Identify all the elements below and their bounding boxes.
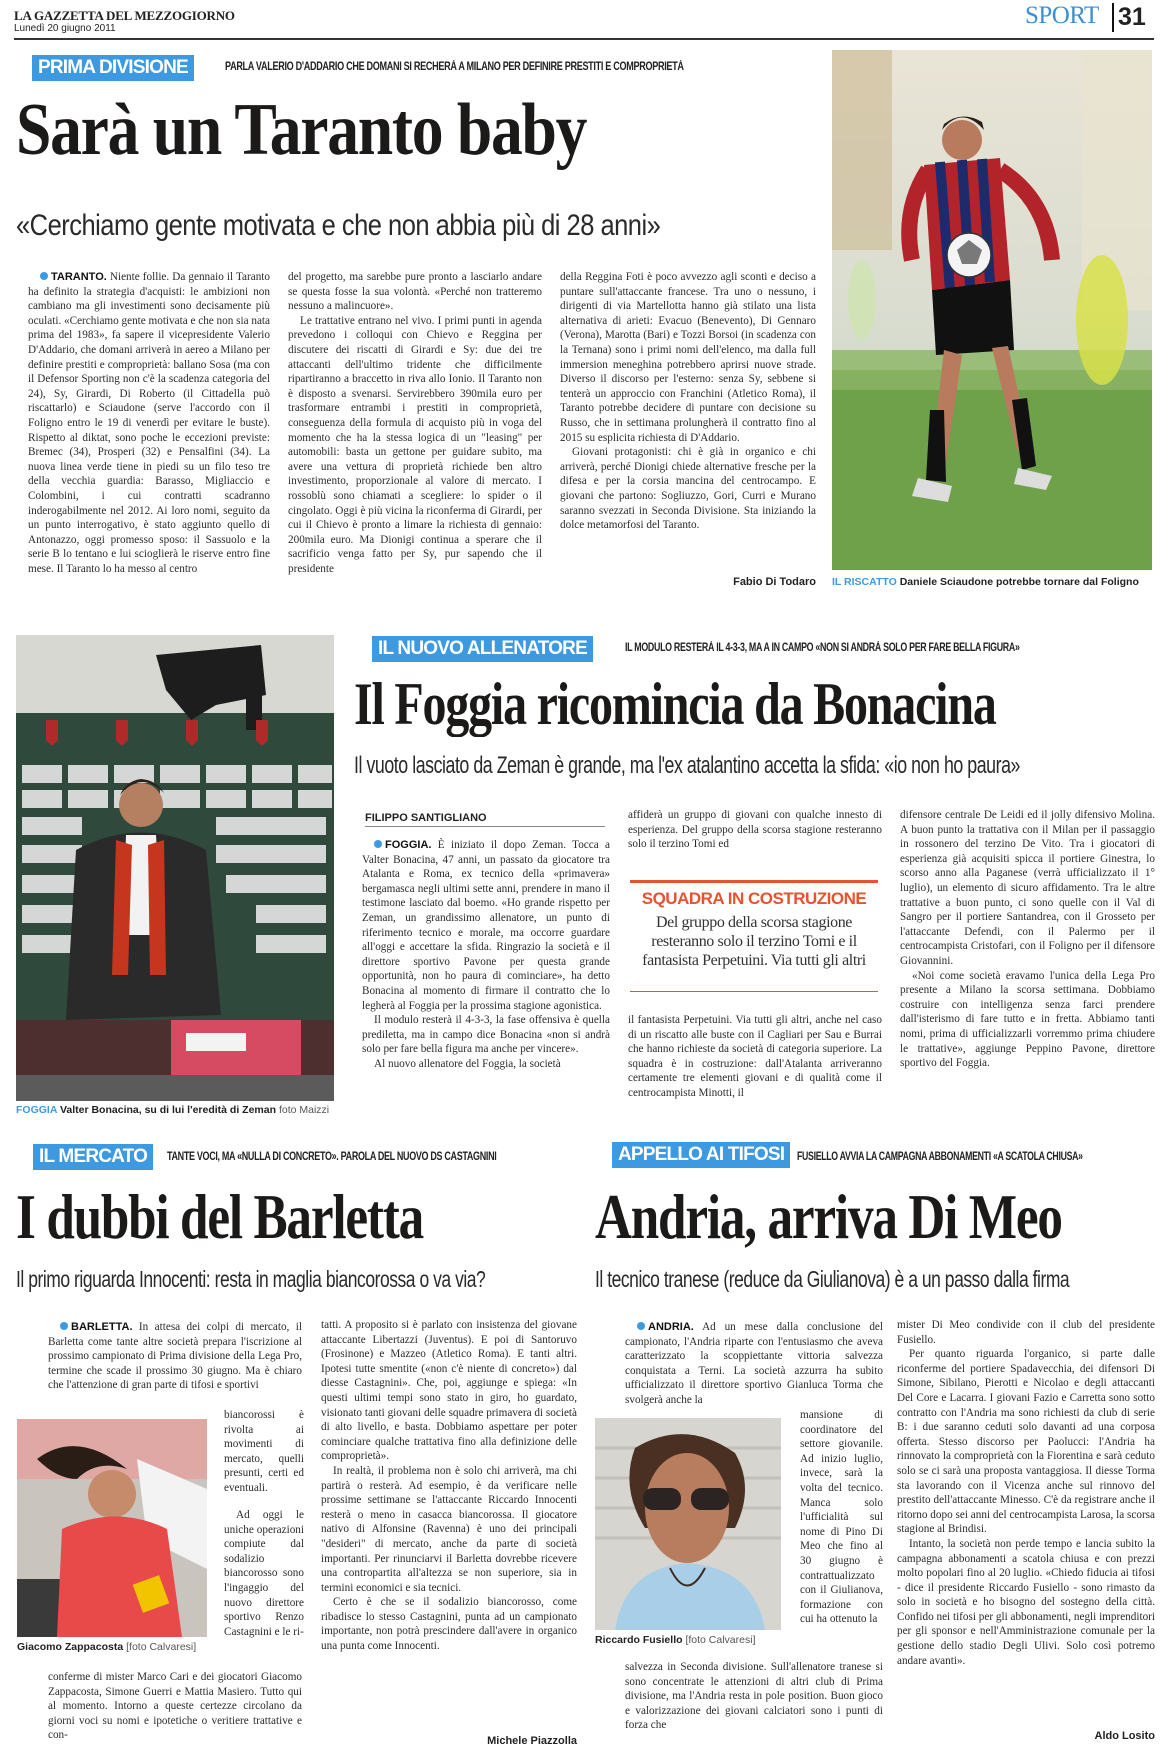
caption-tag: IL RISCATTO bbox=[832, 576, 897, 588]
caption-text: Riccardo Fusiello bbox=[595, 1634, 683, 1646]
pull-quote-text: Del gruppo della scorsa stagione resteranno solo il terzino Tomi e il fantasista Perpetuini. Via tutti gli altri bbox=[642, 914, 866, 969]
paragraph: mister Di Meo condivide con il club del presidente Fusiello. bbox=[897, 1319, 1155, 1346]
paragraph: In attesa dei colpi di mercato, il Barletta come tante altre società prepara l'iscrizione al prossimo campionato di Prima divisione della Lega Pro, termine che scade il prossimo 30 giugno. Ma è chiaro che l'attenzione di gran parte di tifosi e sportivi bbox=[48, 1321, 302, 1392]
photo-caption bbox=[595, 1634, 755, 1646]
paragraph: difensore centrale De Leidi ed il jolly difensivo Molina. A buon punto la trattativa con il Milan per il passaggio in rossonero del terzino De Vito. Tra i giocatori di esperienza già acquisiti spicca il portiere Ginestra, lo scorso anno alla Paganese (verrà ufficializzato il 1° luglio), un elemento di sicuro affidamento. Tra le altre trattative a buon punto, ci sono quelle con il Val di Sangro per il portiere Santandrea, con il Grosseto per l'attaccante Defendi, con il Palermo per il centrocampista Cristofari, con il Foligno per il difensore Giovannini. bbox=[900, 809, 1155, 967]
issue-date: Lunedì 20 giugno 2011 bbox=[14, 23, 116, 34]
kicker-label: PRIMA DIVISIONE bbox=[32, 55, 194, 81]
photo-credit: [foto Calvaresi] bbox=[685, 1634, 756, 1646]
dateline: FOGGIA. bbox=[385, 839, 432, 851]
paragraph: Le trattative entrano nel vivo. I primi punti in agenda prevedono i colloqui con Chievo e Reggina per discutere dei riscatti di Girardi e Sy: due dei tre attaccanti dell'ultimo tridente che difficilmente ripartiranno a braccetto in riva allo Ionio. Il Taranto non è disposto a svenarsi. Servirebbero 390mila euro per trasformare entrambi i prestiti in comproprietà, conseguenza della formula di acquisto più in voga del momento che ha la stessa logica di un "leasing" per automobili: basta un gettone per guidare subito, ma avere una vettura di proprietà richiede ben altro investimento, proporzionale al valore di mercato. I rossoblù sono chiamati a scegliere: lo spider o il cingolato. Oggi è più vicina la riconferma di Girardi, per cui il Chievo è pronto a limare la richiesta di gennaio: 200mila euro. Ma Dionigi continua a sperare che il sacrificio venga fatto per Sy, pur sapendo che il presidente bbox=[288, 314, 542, 575]
paragraph: Intanto, la società non perde tempo e lancia subito la campagna abbonamenti a scatola chiusa e con prezzi molto popolari fino al 20 luglio. «Chiedo fiducia ai tifosi - dice il presidente Riccardo Fusiello - sono rimasto da solo in società e ho bisogno del sostegno della città. Confido nei tifosi per gli abbonamenti, negli imprenditori per gli sponsor e nell'Amministrazione comunale per la gestione dello stadio Degli Ulivi. Solo così potremo andare avanti». bbox=[897, 1537, 1155, 1667]
bullet-icon bbox=[60, 1322, 68, 1330]
article-column-1 bbox=[28, 270, 270, 600]
article-column-1-side-2 bbox=[224, 1508, 304, 1668]
bullet-icon bbox=[374, 840, 382, 848]
bullet-icon bbox=[637, 1322, 645, 1330]
photo-bonacina-press bbox=[16, 635, 334, 1101]
photo-fusiello bbox=[595, 1418, 781, 1630]
paragraph: mansione di coordinatore del settore giovanile. Ad inizio luglio, invece, sarà la volta del tecnico. Manca solo l'ufficialità sul nome di Pino Di Meo che fino al 30 giugno è contrattualizzato con il Giulianova, formazione con cui ha ottenuto la bbox=[800, 1409, 883, 1626]
paragraph: tatti. A proposito si è parlato con insistenza del giovane attaccante Libertazzi (Juventus). E poi di Santoruvo (Frosinone) e Mazzeo (Atletico Roma). E tanti altri. Ipotesi tutte smentite («non c'è niente di concreto») dal diesse Castagnini». Che, poi, aggiunge e spiega: «In questi ultimi tempi sono stato in giro, ho guardato, visionato tanti giovani delle squadre primavera di società di alto livello, e basta. Dobbiamo aspettare per poter cominciare qualche trattativa fino alla definizione delle comproprietà». bbox=[321, 1319, 577, 1463]
overline: FUSIELLO AVVIA LA CAMPAGNA ABBONAMENTI «A SCATOLA CHIUSA» bbox=[797, 1151, 1083, 1163]
photo-credit: [foto Calvaresi] bbox=[126, 1641, 197, 1653]
paragraph: Per quanto riguarda l'organico, si parte dalle riconferme del portiere Spadavecchia, dei difensori Di Simone, Sibilano, Pierotti e Nicolao e degli attaccanti Del Core e Lacarra. I giovani Fazio e Carretta sono sotto contratto con l'Andria ma sono richiesti da club di serie B: i due saranno ceduti solo davanti ad una corposa offerta. Stesso discorso per Paolucci: l'Andria ha rinnovato la comproprietà con la Fiorentina e sarà ceduto solo se ci sarà una proposta vantaggiosa. Il diesse Torma sta lavorando con il Vicenza anche sul rinnovo del prestito dell'attaccante Minesso. C'è da registrare anche il ritorno dopo sei anni del centrocampista Larosa, la scorsa stagione al Brindisi. bbox=[897, 1348, 1155, 1536]
article-column-3 bbox=[900, 808, 1155, 1118]
headline: Sarà un Taranto baby bbox=[16, 89, 587, 171]
headline: I dubbi del Barletta bbox=[16, 1181, 423, 1252]
article-column-1-top bbox=[625, 1320, 883, 1408]
article-column-1-bottom bbox=[48, 1670, 302, 1746]
paragraph: È iniziato il dopo Zeman. Tocca a Valter Bonacina, 47 anni, un passato da giocatore tra Atalanta e Roma, ex tecnico della «primavera» bergamasca negli ultimi sette anni, prendere in mano il testimone lasciato dal boemo. «Ho grande rispetto per Zeman, un grandissimo allenatore, un punto di riferimento tecnico e morale, ma occorre guardare all'oggi e accettare la sfida. Ringrazio la società e il direttore sportivo Pavone per questa grande opportunità, non ho paura di cominciare», ha detto Bonacina al momento di firmare il contratto che lo legherà al Foggia per la prossima stagione agonistica. bbox=[362, 839, 610, 1012]
article-column-2 bbox=[321, 1318, 577, 1718]
article-column-1-top bbox=[48, 1320, 302, 1408]
article-column-1-bottom bbox=[625, 1660, 883, 1736]
page-number: 31 bbox=[1112, 3, 1146, 32]
paragraph: del progetto, ma sarebbe pure pronto a lasciarlo andare se questa fosse la sua volontà. «Perché non tratteremo nessuno a malincuore». bbox=[288, 271, 542, 313]
paragraph: «Noi come società eravamo l'unica della Lega Pro presente a Milano la scorsa settimana. Dobbiamo costruire con intelligenza senza farci prendere dall'isterismo di fare tutto e in fretta. Abbiamo tanti nomi, prima di ufficializzarli vorremmo prima chiudere le trattative», aggiunge Peppino Pavone, direttore sportivo del Foggia. bbox=[900, 969, 1155, 1070]
overline: PARLA VALERIO D'ADDARIO CHE DOMANI SI RECHERÀ A MILANO PER DEFINIRE PRESTITI E COMPROPRIETÀ bbox=[225, 61, 684, 73]
subhead: Il primo riguarda Innocenti: resta in maglia biancorossa o va via? bbox=[16, 1266, 486, 1292]
dateline: BARLETTA. bbox=[71, 1321, 133, 1333]
headline: Il Foggia ricomincia da Bonacina bbox=[354, 671, 996, 737]
paragraph: Certo è che se il sodalizio biancorosso, come ribadisce lo stesso Castagnini, punta ad un campionato importante, non potrà prescindere dall'avere in organico una punta come Innocenti. bbox=[321, 1596, 577, 1653]
caption-text: Valter Bonacina, su di lui l'eredità di Zeman bbox=[59, 1104, 277, 1116]
paragraph: biancorossi è rivolta ai movimenti di mercato, quelli presunti, certi ed eventuali. bbox=[224, 1409, 304, 1494]
article-column-1 bbox=[362, 838, 610, 1118]
portrait-photo-illustration bbox=[595, 1418, 781, 1630]
article-column-1-side bbox=[224, 1408, 304, 1506]
paragraph: conferme di mister Marco Cari e dei giocatori Giacomo Zappacosta, Simone Guerri e Mattia Masiero. Tutto qui al momento. Intorno a queste certezze circolano da giorni voci su nomi e ipotetiche o veritiere trattative e con- bbox=[48, 1671, 302, 1742]
dateline: ANDRIA. bbox=[648, 1321, 694, 1333]
article-column-2 bbox=[897, 1318, 1155, 1726]
paragraph: Al nuovo allenatore del Foggia, la società bbox=[374, 1057, 561, 1070]
press-conference-photo bbox=[16, 635, 334, 1101]
pull-quote-title: SQUADRA IN COSTRUZIONE bbox=[641, 889, 867, 908]
paragraph: affiderà un gruppo di giovani con qualche innesto di esperienza. Del gruppo della scorsa stagione resteranno solo il terzino Tomi ed bbox=[628, 809, 882, 851]
kicker-label: IL NUOVO ALLENATORE bbox=[372, 636, 593, 662]
article-column-3 bbox=[560, 270, 816, 580]
pull-quote-box bbox=[630, 880, 878, 992]
subhead: Il vuoto lasciato da Zeman è grande, ma l'ex atalantino accetta la sfida: «io non ho paura» bbox=[354, 752, 1020, 779]
caption-text: Giacomo Zappacosta bbox=[17, 1641, 124, 1653]
paragraph: Ad oggi le uniche operazioni compiute dal sodalizio biancorosso sono l'ingaggio del nuovo direttore sportivo Renzo Castagnini e le ri- bbox=[224, 1509, 304, 1638]
paragraph: In realtà, il problema non è solo chi arriverà, ma chi partirà o resterà. Ad esempio, è da verificare nelle prossime settimane se l'attaccante Riccardo Innocenti resterà o meno in casacca biancorossa. Il giocatore nativo di Alfonsine (Ravenna) è uno dei principali "desideri" di mercato, anche da parte di società importanti. Per rinunciarvi il Barletta dovrebbe ricevere una contropartita all'altezza se non superiore, sia in termini economici e sia tecnici. bbox=[321, 1464, 577, 1594]
author-name: FILIPPO SANTIGLIANO bbox=[365, 812, 605, 827]
headline: Andria, arriva Di Meo bbox=[595, 1181, 1062, 1252]
paragraph: Niente follie. Da gennaio il Taranto ha definito la strategia d'acquisti: le ambizioni non cambiano ma gli investimenti sono decisamente più oculati. «Cerchiamo gente motivata e che non sia nata prima del 1983», fa sapere il vicepresidente Valerio D'Addario, che domani arriverà in aereo a Milano per definire prestiti e comproprietà: ballano Sosa (ma con il Defensor Sporting non c'è la scadenza categoria del 24), Sy, Girardi, Di Roberto (il Cittadella può riscattarlo) e Sciaudone (serve l'accordo con il Foligno entro le 19 di venerdì per evitare le buste). Rispetto al diktat, sono poche le eccezioni previste: Bremec (34), Prosperi (32) e Pensalfini (34). La nuova linea verde tiene in piedi su un filo teso tre della vecchia guardia: Barasso, Migliaccio e Colombini, i cui contratti scadranno inderogabilmente nel 2012. Ai loro nomi, seguito da un punto interrogativo, è stato aggiunto quello di Antonazzo, oggi promesso sposo: il Sassuolo e la serie B lo tentano e lui scioglierà le riserve entro fine mese. Il Taranto lo ha messo al centro bbox=[28, 271, 270, 575]
paragraph: Ad un mese dalla conclusione del campionato, l'Andria riparte con l'entusiasmo che aveva caratterizzato la scoppiettante vittoria salvezza conquistata a Terni. La società azzurra ha subito ufficializzato il direttore sportivo Gianluca Torma che svolgerà anche la bbox=[625, 1321, 883, 1406]
byline: Michele Piazzolla bbox=[487, 1735, 577, 1747]
dateline: TARANTO. bbox=[51, 271, 107, 283]
kicker-label: IL MERCATO bbox=[33, 1144, 153, 1170]
bullet-icon bbox=[40, 272, 48, 280]
byline: Fabio Di Todaro bbox=[733, 576, 816, 588]
paragraph: il fantasista Perpetuini. Via tutti gli altri, anche nel caso di un riscatto alle buste con il Cagliari per Sau e Burrai che hanno richieste da società di categoria superiore. La squadra è in costruzione: dall'Atalanta arriveranno certamente tre elementi giovani e di qualità come il centrocampista Minotti, il bbox=[628, 1014, 882, 1099]
paragraph: Il modulo resterà il 4-3-3, la fase offensiva è quella prediletta, ma in campo dice Bonacina «non si andrà solo per fare bella figura ma anche per vincere». bbox=[362, 1014, 610, 1056]
masthead-rule bbox=[14, 38, 1154, 40]
article-column-2 bbox=[288, 270, 542, 600]
photo-zappacosta bbox=[17, 1419, 207, 1637]
photo-caption bbox=[17, 1641, 196, 1653]
subhead: «Cerchiamo gente motivata e che non abbia più di 28 anni» bbox=[16, 209, 661, 242]
newspaper-name: LA GAZZETTA DEL MEZZOGIORNO bbox=[14, 8, 235, 23]
photo-caption bbox=[16, 1104, 329, 1116]
player-photo-illustration bbox=[832, 50, 1152, 570]
kicker-label: APPELLO AI TIFOSI bbox=[612, 1142, 790, 1168]
byline: Aldo Losito bbox=[1094, 1730, 1155, 1742]
paragraph: Giovani protagonisti: chi è già in organico e chi arriverà, perché Dionigi chiede alternative fresche per la difesa e per la corsia mancina del centrocampo. E giovani che partono: Sogliuzzo, Gori, Curri e Murano saranno svezzati in Seconda Divisione. Sta iniziando la dolce metamorfosi del Taranto. bbox=[560, 446, 816, 532]
section-name: SPORT bbox=[1025, 2, 1099, 29]
photo-caption bbox=[832, 576, 1139, 588]
article-column-1-side bbox=[800, 1408, 883, 1658]
overline: IL MODULO RESTERÀ IL 4-3-3, MA A IN CAMPO «NON SI ANDRÀ SOLO PER FARE BELLA FIGURA» bbox=[625, 642, 1020, 654]
photo-credit: foto Maizzi bbox=[278, 1104, 330, 1116]
subhead: Il tecnico tranese (reduce da Giulianova) è a un passo dalla firma bbox=[595, 1266, 1070, 1292]
paragraph: della Reggina Foti è poco avvezzo agli sconti e deciso a puntare sull'attaccante francese. Tra uno o nessuno, i dirigenti di via Martellotta hanno già stilato una lista alternativa di arieti: Evacuo (Benevento), Di Gennaro (Verona), Marotta (Bari) e Tozzi Borsoi (in scadenza con la Ternana) sono i primi nomi dell'elenco, ma dalla full immersion meneghina potrebbero aprirsi nuove strade. Diverso il discorso per l'esterno: senza Sy, sebbene si tenterà un approccio con Franchini (Atletico Roma), il Taranto potrebbe decidere di puntare con decisione su Russo, che in settimana prolungherà il contratto fino al 2015 su esplicita richiesta di D'Addario. bbox=[560, 271, 816, 444]
article-column-2-bottom bbox=[628, 1013, 882, 1117]
caption-text: Daniele Sciaudone potrebbe tornare dal Foligno bbox=[899, 576, 1139, 588]
player-photo-illustration bbox=[17, 1419, 207, 1637]
overline: TANTE VOCI, MA «NULLA DI CONCRETO». PAROLA DEL NUOVO DS CASTAGNINI bbox=[167, 1151, 497, 1163]
caption-tag: FOGGIA bbox=[16, 1104, 58, 1116]
paragraph: salvezza in Seconda divisione. Sull'allenatore tranese si sono concentrate le attenzioni di altri club di Prima divisione, ma l'Andria resta in pole position. Buon gioco e valorizzazione dei giovani calciatori sono i punti di forza che bbox=[625, 1661, 883, 1732]
photo-player-sciaudone bbox=[832, 50, 1152, 570]
article-column-2-top bbox=[628, 808, 882, 854]
